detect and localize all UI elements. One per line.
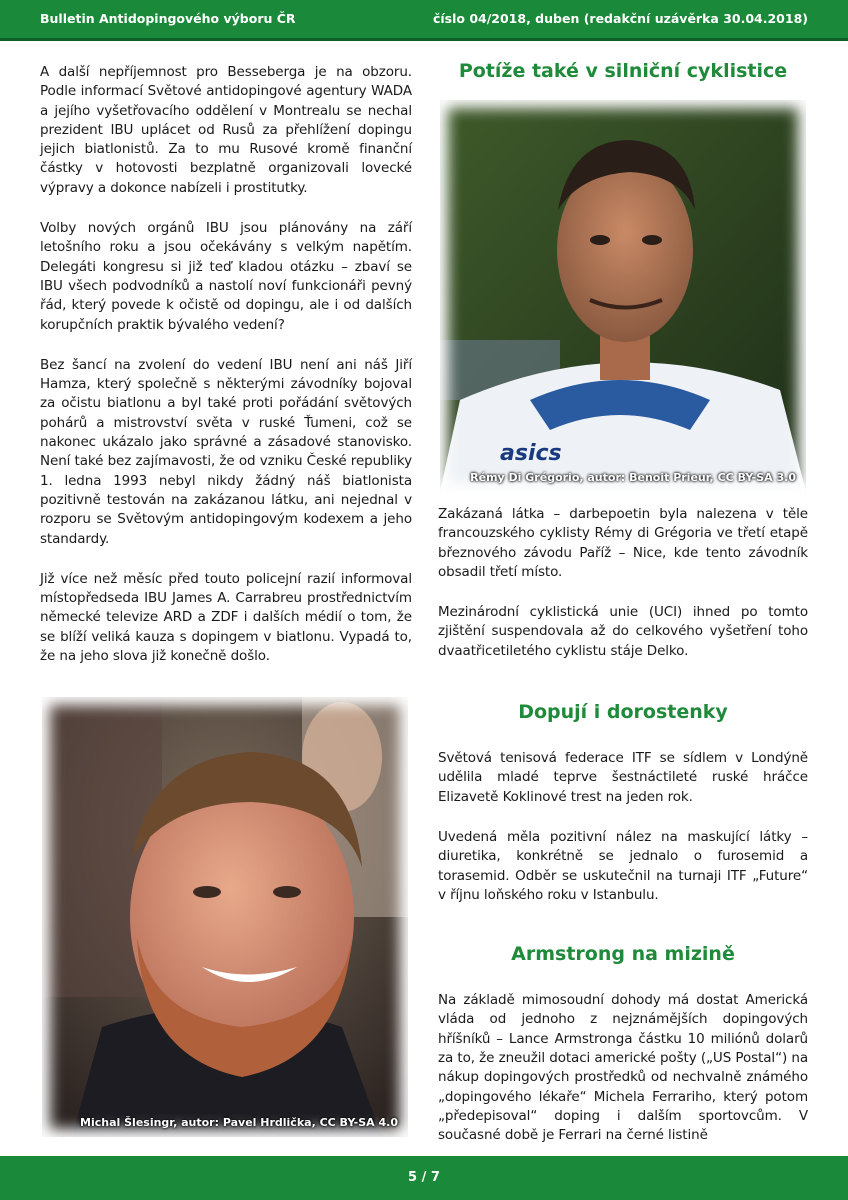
svg-text:asics: asics — [500, 441, 562, 466]
portrait-illustration — [440, 100, 806, 492]
paragraph: Světová tenisová federace ITF se sídlem v Londýně udělila mladé teprve šestnáctileté ruské hráčce Elizavetě Koklinové trest na jeden rok. — [438, 750, 808, 805]
portrait-illustration — [42, 697, 408, 1137]
paragraph: A další nepříjemnost pro Besseberga je na obzoru. Podle informací Světové antidopingové agentury WADA a jejího vyšetřovacího oddělení v Montrealu se nechal prezident IBU uplácet od Rusů za přehlížení dopingu jejich biatlonistů. Za to mu Rusové kromě finanční částky v hotovosti bezplatně organizovali lovecké výpravy a dokonce nabízeli i prostitutky. — [40, 64, 412, 196]
paragraph: Bez šancí na zvolení do vedení IBU není ani náš Jiří Hamza, který společně s některými závodníky bojoval za očistu biatlonu a byl také proti pořádání světových pohárů a mistrovství světa v ruské Ťumeni, což se nakonec ukázalo jako správné a zásadové stanovisko. Není také bez zajímavosti, že od vzniku České republiky 1. ledna 1993 nebyl nikdy žádný náš biatlonista pozitivně testován na zakázanou látku, ani nejednal v rozporu se Světovým antidopingovým kodexem a jeho standardy. — [40, 356, 412, 547]
paragraph: Uvedená měla pozitivní nález na maskující látky – diuretika, konkrétně se jednalo o furosemid a torasemid. Odběr se uskutečnil na turnaji ITF „Future“ v říjnu loňského roku v Istanbulu. — [438, 828, 808, 903]
issue-info: číslo 04/2018, duben (redakční uzávěrka 30.04.2018) — [432, 11, 808, 26]
paragraph: Volby nových orgánů IBU jsou plánovány na září letošního roku a jsou očekávány s velkým napětím. Delegáti kongresu si již teď kladou otázku – zbaví se IBU všech podvodníků a nastolí noví funkcionáři pevný řád, který povede k očistě od dopingu, ale i od dalších korupčních praktik bývalého vedení? — [40, 220, 412, 333]
photo-michal-slesingr — [42, 697, 408, 1137]
section-title-juniors: Dopují i dorostenky — [518, 701, 728, 724]
page-header — [0, 0, 848, 41]
photo-caption: Michal Šlesingr, autor: Pavel Hrdlička, CC BY-SA 4.0 — [80, 1116, 398, 1129]
section-title-armstrong: Armstrong na mizině — [511, 943, 735, 966]
paragraph: Již více než měsíc před touto policejní razií informoval místopředseda IBU James A. Carrabreu prostřednictvím německé televize ARD a ZDF i dalších médií o tom, že se blíží veliká kauza s dopingem v biatlonu. Vypadá to, že na jeho slova již konečně došlo. — [40, 570, 412, 665]
bulletin-title: Bulletin Antidopingového výboru ČR — [40, 11, 296, 26]
paragraph: Zakázaná látka – darbepoetin byla nalezena v těle francouzského cyklisty Rémy di Grégoria ve třetí etapě březnového závodu Paříž – Nice, kde tento závodník obsadil třetí místo. — [438, 506, 808, 580]
left-column — [40, 63, 412, 687]
page-number: 5 / 7 — [408, 1170, 440, 1185]
page-footer — [0, 1156, 848, 1200]
paragraph: Na základě mimosoudní dohody má dostat Americká vláda od jednoho z nejznámějších dopingových hříšníků – Lance Armstronga částku 10 miliónů dolarů za to, že zneužil dotaci americké pošty („US Postal“) na nákup dopingových prostředků od nechvalně známého „dopingového lékaře“ Michela Ferrariho, který potom „předepisoval“ doping i dalším sportovcům. V současné době je Ferrari na černé listině — [438, 992, 808, 1144]
section-title-cycling: Potíže také v silniční cyklistice — [458, 60, 788, 82]
photo-caption: Rémy Di Grégorio, autor: Benoit Prieur, CC BY-SA 3.0 — [470, 471, 796, 484]
right-column — [438, 60, 808, 100]
photo-remy-di-gregorio — [440, 100, 806, 492]
paragraph: Mezinárodní cyklistická unie (UCI) ihned po tomto zjištění suspendovala až do celkového vyšetření toho dvaatřicetiletého cyklistu stáje Delko. — [438, 604, 808, 659]
right-column-text — [438, 505, 808, 1167]
